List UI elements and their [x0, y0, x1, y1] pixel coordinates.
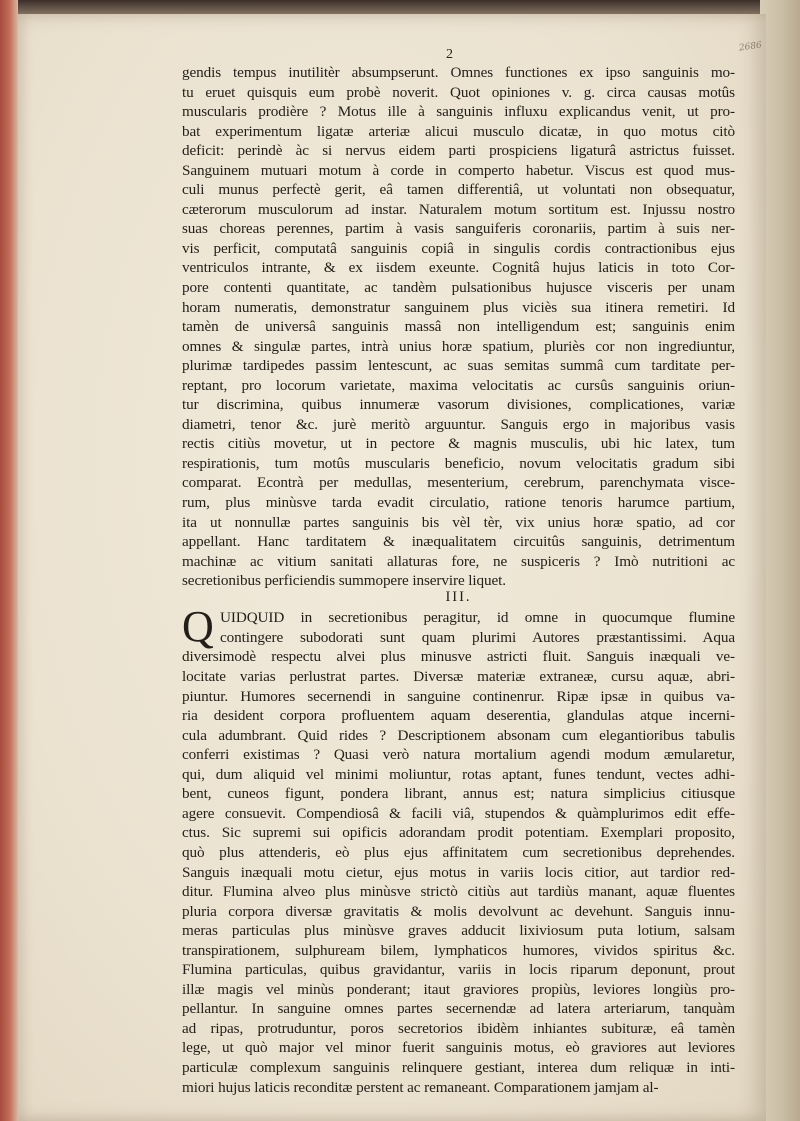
- text-line: comparat. Econtrà per medullas, mesenterium, cerebrum, parenchymata visce-: [182, 474, 735, 492]
- text-line: vis perficit, computatâ sanguinis copiâ in singulis cordis contractionibus ejus: [182, 239, 735, 257]
- text-line: ventriculos intrante, & ex iisdem exeunte. Cognitâ hujus laticis in toto Cor-: [182, 259, 735, 277]
- text-line: quò plus attenderis, eò plus ejus affinitatem cum secretionibus deprehendes.: [182, 843, 735, 861]
- text-line: bat experimentum ligatæ arteriæ alicui musculo dicatæ, in quo motus citò: [182, 122, 735, 140]
- text-line: pluria corpora diversæ gravitatis & molis devolvunt ac devehunt. Sanguis innu-: [182, 902, 735, 920]
- text-line: culi munus perfectè gerit, eâ tamen differentiâ, ut voluntati non obsequatur,: [182, 181, 735, 199]
- text-line: ditur. Flumina alveo plus minùsve strictò citiùs aut tardiùs manant, aquæ fluentes: [182, 883, 735, 901]
- text-line: lege, ut quò major vel minor fuerit sanguinis motus, eò graviores aut leviores: [182, 1039, 735, 1057]
- text-line: pellantur. In sanguine omnes partes secernendæ ad latera arteriarum, tanquàm: [182, 1000, 735, 1018]
- text-line: bent, cuneos figunt, pondera librant, annus est; natura simplicius citiusque: [182, 785, 735, 803]
- text-line: rectis citiùs movetur, ut in pectore & magnis musculis, ubi hic latex, tum: [182, 435, 735, 453]
- text-line: omnes & singulæ partes, intrà unius horæ spatium, pluriès cor non ingrediuntur,: [182, 337, 735, 355]
- text-line: conferri existimas ? Quasi verò natura mortalium agendi modum æmularetur,: [182, 746, 735, 764]
- text-line: rum, plus minùsve tarda evadit circulatio, ratione tenoris harumce partium,: [182, 494, 735, 512]
- text-line: ria desident corpora profluentem aquam deserentia, glandulas atque incerni-: [182, 707, 735, 725]
- text-line: Sanguinem mutuari motum à corde in comperto habetur. Viscus est quod mus-: [182, 161, 735, 179]
- text-line: qui, dum aliquid vel minimi moliuntur, rotas aptant, funes tendunt, vectes adhi-: [182, 765, 735, 783]
- text-line: secretionibus perficiendis summopere inservire liquet.: [182, 572, 506, 590]
- text-line: horam numeratis, demonstratur sanguinem plus viciès sua itinera remetiri. Id: [182, 298, 735, 316]
- text-line: muscularis prodière ? Motus ille à sanguinis influxu explicandus venit, ut pro-: [182, 103, 735, 121]
- text-line: UIDQUID in secretionibus peragitur, id omne in quocumque flumine: [220, 609, 735, 627]
- text-line: tamèn de universâ sanguinis massâ non intelligendum est; sanguinis enim: [182, 318, 735, 336]
- text-line: suas choreas perennes, partim à vasis sanguiferis coronariis, partim à suis ner-: [182, 220, 735, 238]
- text-line: particulæ complexum sanguinis relinquere gestiant, interea dum reliquæ in inti-: [182, 1058, 735, 1076]
- text-line: diametri, tenor &c. jurè meritò arguuntur. Sanguis ergo in majoribus vasis: [182, 415, 735, 433]
- drop-cap: Q: [182, 602, 214, 652]
- text-line: miori hujus laticis reconditæ perstent ac remaneant. Comparationem jamjam al-: [182, 1078, 659, 1096]
- margin-annotation: 2686: [738, 40, 763, 54]
- text-line: locitate varias perlustrat partes. Diversæ materiæ extraneæ, cursu aquæ, abri-: [182, 668, 735, 686]
- text-line: transpirationem, sulphuream bilem, lymphaticos humores, vividos spiritus &c.: [182, 941, 735, 959]
- text-body: [182, 63, 735, 1096]
- text-line: ad ripas, protruduntur, poros secretorios ibidèm inhiantes subituræ, eâ tamèn: [182, 1019, 735, 1037]
- book-binding-edge: [0, 0, 18, 1121]
- text-line: deficit: perindè àc si nervus eidem parti prospiciens ligaturâ astrictus fuisset.: [182, 142, 735, 160]
- text-line: meras particulas plus minùsve graves adducit lixiviosum puta lotium, salsam: [182, 922, 735, 940]
- text-line: ita ut nonnullæ partes sanguinis bis vèl tèr, vix unius horæ spatio, ad cor: [182, 513, 735, 531]
- paragraph-1: [182, 63, 735, 591]
- text-line: diversimodè respectu alvei plus minusve astricti fluit. Sanguis inæquali ve-: [182, 648, 735, 666]
- page-number: 2: [446, 47, 453, 62]
- section-heading: III.: [445, 588, 472, 605]
- text-line: respirationis, tum motûs muscularis beneficio, novum velocitatis gradum sibi: [182, 454, 735, 472]
- paragraph-2: [182, 602, 735, 1097]
- text-line: Flumina particulas, quibus gravidantur, variis in locis riparum deponunt, prout: [182, 961, 735, 979]
- text-line: agere consuevit. Compendiosâ & facili viâ, stupendos & quàmplurimos edit effe-: [182, 804, 735, 822]
- page-stack-edge: [760, 0, 800, 1121]
- text-line: tur discrimina, quibus innumeræ vasorum divisiones, complicationes, variæ: [182, 396, 735, 414]
- text-line: ctus. Sic supremi sui opificis adorandam prodit potentiam. Exemplari proposito,: [182, 824, 735, 842]
- text-line: contingere subodorati sunt quam plurimi Autores præstantissimi. Aqua: [220, 628, 735, 646]
- text-line: reptant, pro locorum varietate, maxima velocitatis ac cursûs sanguinis oriun-: [182, 376, 735, 394]
- text-line: cula adumbrant. Quid rides ? Descriptionem absonam cum elegantioribus tabulis: [182, 726, 735, 744]
- text-line: illæ magis vel minùs ponderant; itaut graviores propiùs, leviores longiùs pro-: [182, 980, 735, 998]
- paragraph-2-lines: [182, 608, 735, 1097]
- text-line: gendis tempus inutilitèr absumpserunt. Omnes functiones ex ipso sanguinis mo-: [182, 64, 735, 81]
- text-line: cæterorum musculorum ad instar. Naturalem motum sortitum est. Injussu nostro: [182, 200, 735, 218]
- text-line: plurimæ tardipedes passim lentescunt, ac suas semitas summâ cum tarditate per-: [182, 357, 735, 375]
- text-line: piuntur. Humores secernendi in sanguine continenrur. Ripæ ipsæ in quibus va-: [182, 687, 735, 705]
- text-line: machinæ ac vitium sanitati allaturas fore, ne suspiceris ? Imò nutritioni ac: [182, 552, 735, 570]
- text-line: Sanguis inæquali motu cietur, ejus motus in variis locis citior, aut tardior red-: [182, 863, 735, 881]
- text-line: appellant. Hanc tarditatem & inæqualitatem circuitûs sanguinis, detrimentum: [182, 533, 735, 551]
- text-line: pore contenti quantitate, ac tandèm pulsationibus hujusce visceris per unam: [182, 279, 735, 297]
- text-line: tu eruet quisquis eum probè noverit. Quot opiniones v. g. circa causas motûs: [182, 83, 735, 101]
